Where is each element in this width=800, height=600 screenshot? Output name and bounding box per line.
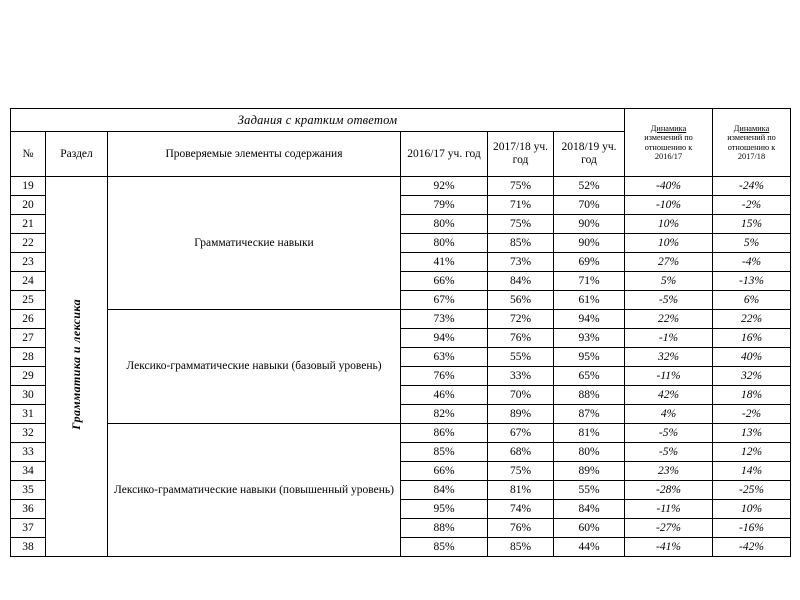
dynamic-2017-subtitle: изменений по отношению к	[727, 133, 776, 152]
cell-number: 22	[11, 234, 46, 253]
cell-year-2016-17: 73%	[401, 310, 488, 329]
cell-year-2017-18: 89%	[488, 405, 554, 424]
cell-dynamic-2016: -1%	[625, 329, 713, 348]
dynamic-2017-title: Динамика	[733, 123, 770, 133]
cell-year-2018-19: 61%	[554, 291, 625, 310]
cell-number: 25	[11, 291, 46, 310]
cell-dynamic-2016: -27%	[625, 519, 713, 538]
cell-year-2016-17: 41%	[401, 253, 488, 272]
cell-year-2017-18: 74%	[488, 500, 554, 519]
cell-year-2018-19: 52%	[554, 177, 625, 196]
cell-dynamic-2016: -5%	[625, 291, 713, 310]
cell-year-2018-19: 70%	[554, 196, 625, 215]
cell-dynamic-2017: 18%	[713, 386, 791, 405]
cell-year-2018-19: 94%	[554, 310, 625, 329]
dynamic-2016-header	[625, 109, 713, 177]
dynamic-2017-header	[713, 109, 791, 177]
cell-year-2016-17: 92%	[401, 177, 488, 196]
cell-year-2016-17: 80%	[401, 234, 488, 253]
dynamic-2016-subtitle: изменений по отношению к	[644, 133, 693, 152]
header-number: №	[11, 132, 46, 177]
cell-dynamic-2016: 32%	[625, 348, 713, 367]
section-label-text: Грамматика и лексика	[68, 299, 83, 431]
cell-year-2016-17: 86%	[401, 424, 488, 443]
cell-number: 32	[11, 424, 46, 443]
cell-year-2018-19: 95%	[554, 348, 625, 367]
cell-year-2018-19: 93%	[554, 329, 625, 348]
cell-number: 35	[11, 481, 46, 500]
cell-year-2017-18: 68%	[488, 443, 554, 462]
cell-number: 38	[11, 538, 46, 557]
table-row	[11, 310, 791, 329]
banner-row	[11, 109, 791, 132]
cell-dynamic-2016: 23%	[625, 462, 713, 481]
dynamic-2017-reference: 2017/18	[737, 151, 766, 161]
cell-year-2016-17: 63%	[401, 348, 488, 367]
cell-dynamic-2016: -10%	[625, 196, 713, 215]
cell-year-2016-17: 67%	[401, 291, 488, 310]
cell-year-2018-19: 84%	[554, 500, 625, 519]
cell-dynamic-2016: -11%	[625, 367, 713, 386]
cell-year-2017-18: 55%	[488, 348, 554, 367]
cell-dynamic-2017: -13%	[713, 272, 791, 291]
dynamic-2016-title: Динамика	[650, 123, 687, 133]
cell-dynamic-2016: 10%	[625, 234, 713, 253]
cell-dynamic-2016: 4%	[625, 405, 713, 424]
table-header	[11, 109, 791, 177]
cell-year-2018-19: 44%	[554, 538, 625, 557]
header-content-elements: Проверяемые элементы содержания	[108, 132, 401, 177]
cell-number: 26	[11, 310, 46, 329]
cell-year-2017-18: 70%	[488, 386, 554, 405]
cell-year-2017-18: 76%	[488, 519, 554, 538]
cell-dynamic-2016: -41%	[625, 538, 713, 557]
cell-dynamic-2017: -16%	[713, 519, 791, 538]
cell-number: 19	[11, 177, 46, 196]
cell-dynamic-2017: 13%	[713, 424, 791, 443]
cell-year-2016-17: 82%	[401, 405, 488, 424]
dynamic-2016-reference: 2016/17	[654, 151, 683, 161]
cell-year-2017-18: 56%	[488, 291, 554, 310]
cell-dynamic-2016: -5%	[625, 443, 713, 462]
cell-year-2017-18: 75%	[488, 462, 554, 481]
cell-number: 31	[11, 405, 46, 424]
cell-year-2018-19: 69%	[554, 253, 625, 272]
cell-content-element: Лексико-грамматические навыки (повышенный уровень)	[108, 424, 401, 557]
cell-dynamic-2017: -2%	[713, 196, 791, 215]
results-table	[10, 108, 791, 557]
table-banner-title: Задания с кратким ответом	[11, 109, 625, 132]
cell-year-2018-19: 60%	[554, 519, 625, 538]
cell-year-2017-18: 73%	[488, 253, 554, 272]
cell-dynamic-2016: 22%	[625, 310, 713, 329]
cell-dynamic-2017: -25%	[713, 481, 791, 500]
cell-year-2016-17: 46%	[401, 386, 488, 405]
cell-year-2016-17: 85%	[401, 443, 488, 462]
cell-dynamic-2017: -4%	[713, 253, 791, 272]
cell-year-2016-17: 79%	[401, 196, 488, 215]
cell-number: 30	[11, 386, 46, 405]
cell-dynamic-2017: -24%	[713, 177, 791, 196]
cell-dynamic-2016: -28%	[625, 481, 713, 500]
cell-year-2018-19: 65%	[554, 367, 625, 386]
cell-dynamic-2016: -40%	[625, 177, 713, 196]
cell-year-2017-18: 76%	[488, 329, 554, 348]
cell-number: 29	[11, 367, 46, 386]
cell-dynamic-2016: 10%	[625, 215, 713, 234]
cell-year-2017-18: 67%	[488, 424, 554, 443]
cell-year-2018-19: 88%	[554, 386, 625, 405]
cell-year-2016-17: 94%	[401, 329, 488, 348]
cell-year-2016-17: 66%	[401, 462, 488, 481]
cell-number: 20	[11, 196, 46, 215]
cell-year-2016-17: 85%	[401, 538, 488, 557]
cell-section-vertical	[46, 177, 108, 557]
cell-year-2017-18: 75%	[488, 177, 554, 196]
cell-dynamic-2017: 14%	[713, 462, 791, 481]
cell-year-2018-19: 90%	[554, 234, 625, 253]
cell-number: 37	[11, 519, 46, 538]
cell-number: 28	[11, 348, 46, 367]
cell-year-2017-18: 33%	[488, 367, 554, 386]
cell-year-2017-18: 81%	[488, 481, 554, 500]
cell-number: 23	[11, 253, 46, 272]
table-row	[11, 177, 791, 196]
cell-dynamic-2017: 32%	[713, 367, 791, 386]
cell-dynamic-2017: 12%	[713, 443, 791, 462]
cell-year-2016-17: 95%	[401, 500, 488, 519]
cell-year-2017-18: 84%	[488, 272, 554, 291]
cell-year-2018-19: 87%	[554, 405, 625, 424]
cell-dynamic-2017: 5%	[713, 234, 791, 253]
cell-content-element: Грамматические навыки	[108, 177, 401, 310]
cell-number: 24	[11, 272, 46, 291]
cell-year-2018-19: 71%	[554, 272, 625, 291]
header-year-2016-17: 2016/17 уч. год	[401, 132, 488, 177]
cell-year-2018-19: 80%	[554, 443, 625, 462]
cell-dynamic-2017: 16%	[713, 329, 791, 348]
cell-dynamic-2017: 22%	[713, 310, 791, 329]
cell-year-2018-19: 55%	[554, 481, 625, 500]
cell-dynamic-2017: -2%	[713, 405, 791, 424]
cell-dynamic-2016: 42%	[625, 386, 713, 405]
cell-dynamic-2017: 40%	[713, 348, 791, 367]
cell-dynamic-2017: -42%	[713, 538, 791, 557]
cell-dynamic-2016: -5%	[625, 424, 713, 443]
cell-year-2016-17: 84%	[401, 481, 488, 500]
header-year-2018-19: 2018/19 уч. год	[554, 132, 625, 177]
cell-number: 36	[11, 500, 46, 519]
cell-year-2017-18: 85%	[488, 234, 554, 253]
cell-dynamic-2016: 27%	[625, 253, 713, 272]
cell-dynamic-2016: -11%	[625, 500, 713, 519]
cell-year-2017-18: 72%	[488, 310, 554, 329]
header-section: Раздел	[46, 132, 108, 177]
cell-dynamic-2016: 5%	[625, 272, 713, 291]
cell-number: 27	[11, 329, 46, 348]
cell-dynamic-2017: 15%	[713, 215, 791, 234]
cell-dynamic-2017: 6%	[713, 291, 791, 310]
cell-year-2018-19: 81%	[554, 424, 625, 443]
cell-year-2018-19: 89%	[554, 462, 625, 481]
cell-year-2016-17: 76%	[401, 367, 488, 386]
cell-year-2016-17: 88%	[401, 519, 488, 538]
cell-number: 21	[11, 215, 46, 234]
cell-year-2016-17: 66%	[401, 272, 488, 291]
cell-dynamic-2017: 10%	[713, 500, 791, 519]
cell-number: 33	[11, 443, 46, 462]
cell-content-element: Лексико-грамматические навыки (базовый уровень)	[108, 310, 401, 424]
header-year-2017-18: 2017/18 уч. год	[488, 132, 554, 177]
cell-number: 34	[11, 462, 46, 481]
cell-year-2017-18: 85%	[488, 538, 554, 557]
table-row	[11, 424, 791, 443]
table-body	[11, 177, 791, 557]
cell-year-2017-18: 71%	[488, 196, 554, 215]
cell-year-2018-19: 90%	[554, 215, 625, 234]
cell-year-2017-18: 75%	[488, 215, 554, 234]
cell-year-2016-17: 80%	[401, 215, 488, 234]
